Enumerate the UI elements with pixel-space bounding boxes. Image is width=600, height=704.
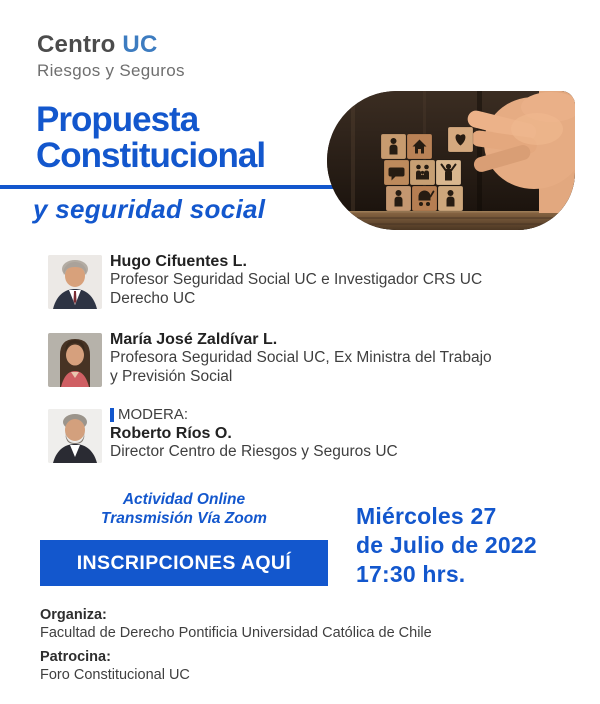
modera-label: MODERA: — [118, 406, 189, 423]
modera-accent-bar — [110, 408, 114, 422]
speaker-row — [48, 330, 568, 386]
modera-row — [110, 406, 568, 424]
wooden-blocks-scene — [327, 91, 575, 230]
event-date-line-1: Miércoles 27 — [356, 503, 497, 529]
speaker-role-line: Derecho UC — [110, 289, 196, 307]
activity-mode-line-2: Transmisión Vía Zoom — [101, 510, 267, 527]
speaker-role-line: Director Centro de Riesgos y Seguros UC — [110, 443, 398, 460]
page-subtitle: y seguridad social — [33, 194, 266, 224]
speaker-name: Roberto Ríos O. — [110, 425, 232, 442]
person-icon — [390, 138, 398, 155]
organiza-value: Facultad de Derecho Pontificia Universidad Católica de Chile — [40, 625, 432, 641]
speaker-role-line: Profesora Seguridad Social UC, Ex Ministra del Trabajo — [110, 349, 492, 366]
speaker-photo-hugo — [48, 255, 102, 309]
person-icon — [447, 190, 455, 207]
avatar — [48, 333, 102, 387]
logo-wordmark — [37, 31, 185, 59]
inscriptions-button[interactable]: INSCRIPCIONES AQUÍ — [40, 540, 328, 586]
logo-subtitle: Riesgos y Seguros — [37, 61, 185, 80]
speaker-photo-maria — [48, 333, 102, 387]
footer — [40, 606, 580, 684]
organiza-label: Organiza: — [40, 607, 107, 623]
title-line-2: Constitucional — [36, 136, 266, 175]
speaker-role-line: Profesor Seguridad Social UC e Investigador CRS UC — [110, 271, 483, 288]
speaker-name: María José Zaldívar L. — [110, 331, 278, 348]
event-date-line-2: de Julio de 2022 — [356, 532, 537, 558]
activity-mode — [40, 490, 328, 528]
person-icon — [395, 190, 403, 207]
speaker-photo-roberto — [48, 409, 102, 463]
speaker-info — [110, 406, 568, 462]
wood-table — [327, 211, 575, 230]
speaker-role-line: y Previsión Social — [110, 367, 233, 385]
activity-mode-line-1: Actividad Online — [122, 491, 246, 508]
hero-photo — [327, 91, 575, 230]
event-datetime — [356, 502, 537, 589]
logo-centro: Centro — [37, 31, 116, 58]
patrocina-label: Patrocina: — [40, 649, 111, 665]
speaker-info — [110, 252, 568, 308]
patrocina-value: Foro Constitucional UC — [40, 667, 190, 683]
title-divider — [0, 185, 334, 189]
speaker-info — [110, 330, 568, 386]
speaker-row — [48, 252, 568, 308]
centro-uc-logo — [37, 31, 185, 81]
logo-uc: UC — [122, 31, 158, 58]
title-line-1: Propuesta — [36, 100, 199, 139]
page-title — [36, 102, 265, 174]
speaker-row — [48, 406, 568, 462]
avatar — [48, 409, 102, 463]
speaker-name: Hugo Cifuentes L. — [110, 253, 247, 270]
event-time: 17:30 hrs. — [356, 561, 466, 587]
avatar — [48, 255, 102, 309]
